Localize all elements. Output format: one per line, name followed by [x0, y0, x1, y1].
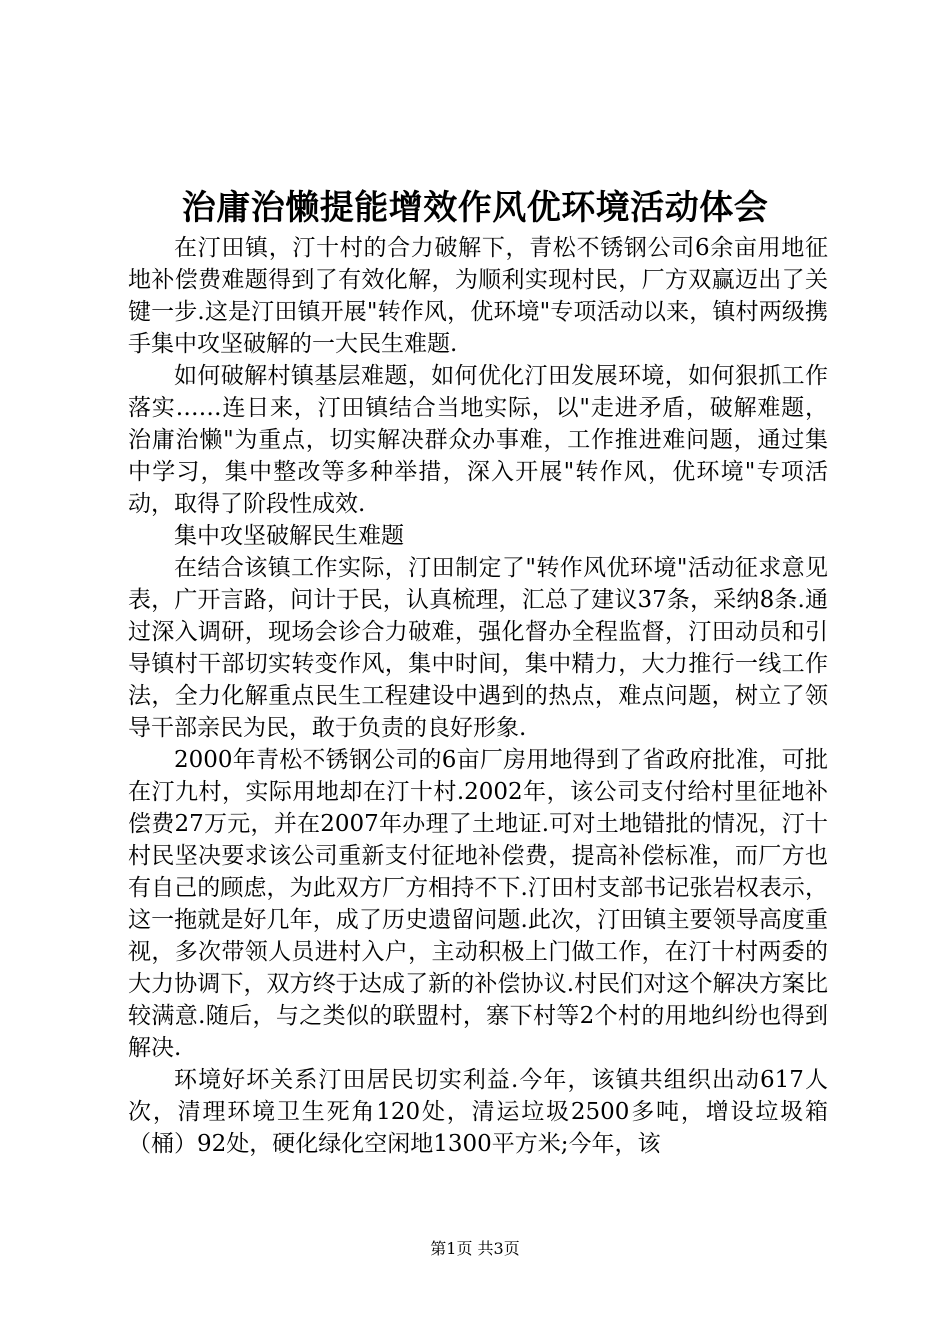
- paragraph-3: 在结合该镇工作实际，汀田制定了"转作风优环境"活动征求意见表，广开言路，问计于民，认真梳理，汇总了建议37条，采纳8条.通过深入调研，现场会诊合力破难，强化督办全程监督，汀田动员和引导镇村干部切实转变作风，集中时间，集中精力，大力推行一线工作法，全力化解重点民生工程建设中遇到的热点，难点问题，树立了领导干部亲民为民，敢于负责的良好形象.: [128, 555, 828, 741]
- section-heading: 集中攻坚破解民生难题: [174, 523, 404, 549]
- paragraph-2: 如何破解村镇基层难题，如何优化汀田发展环境，如何狠抓工作落实……连日来，汀田镇结合当地实际，以"走进矛盾，破解难题，治庸治懒"为重点，切实解决群众办事难，工作推进难问题，通过集中学习，集中整改等多种举措，深入开展"转作风，优环境"专项活动，取得了阶段性成效.: [128, 363, 828, 517]
- paragraph-5: 环境好坏关系汀田居民切实利益.今年，该镇共组织出动617人次，清理环境卫生死角120处，清运垃圾2500多吨，增设垃圾箱（桶）92处，硬化绿化空闲地1300平方米;今年，该: [128, 1067, 828, 1157]
- page-number-footer: 第1页 共3页: [430, 1239, 520, 1258]
- paragraph-1: 在汀田镇，汀十村的合力破解下，青松不锈钢公司6余亩用地征地补偿费难题得到了有效化解，为顺利实现村民，厂方双赢迈出了关键一步.这是汀田镇开展"转作风，优环境"专项活动以来，镇村两级携手集中攻坚破解的一大民生难题.: [128, 235, 828, 357]
- paragraph-4: 2000年青松不锈钢公司的6亩厂房用地得到了省政府批准，可批在汀九村，实际用地却在汀十村.2002年，该公司支付给村里征地补偿费27万元，并在2007年办理了土地证.可对土地错批的情况，汀十村民坚决要求该公司重新支付征地补偿费，提高补偿标准，而厂方也有自己的顾虑，为此双方厂方相持不下.汀田村支部书记张岩权表示，这一拖就是好几年，成了历史遗留问题.此次，汀田镇主要领导高度重视，多次带领人员进村入户，主动积极上门做工作，在汀十村两委的大力协调下，双方终于达成了新的补偿协议.村民们对这个解决方案比较满意.随后，与之类似的联盟村，寨下村等2个村的用地纠纷也得到解决.: [128, 747, 828, 1061]
- document-body: [128, 232, 828, 1160]
- document-title: 治庸治懒提能增效作风优环境活动体会: [181, 188, 769, 228]
